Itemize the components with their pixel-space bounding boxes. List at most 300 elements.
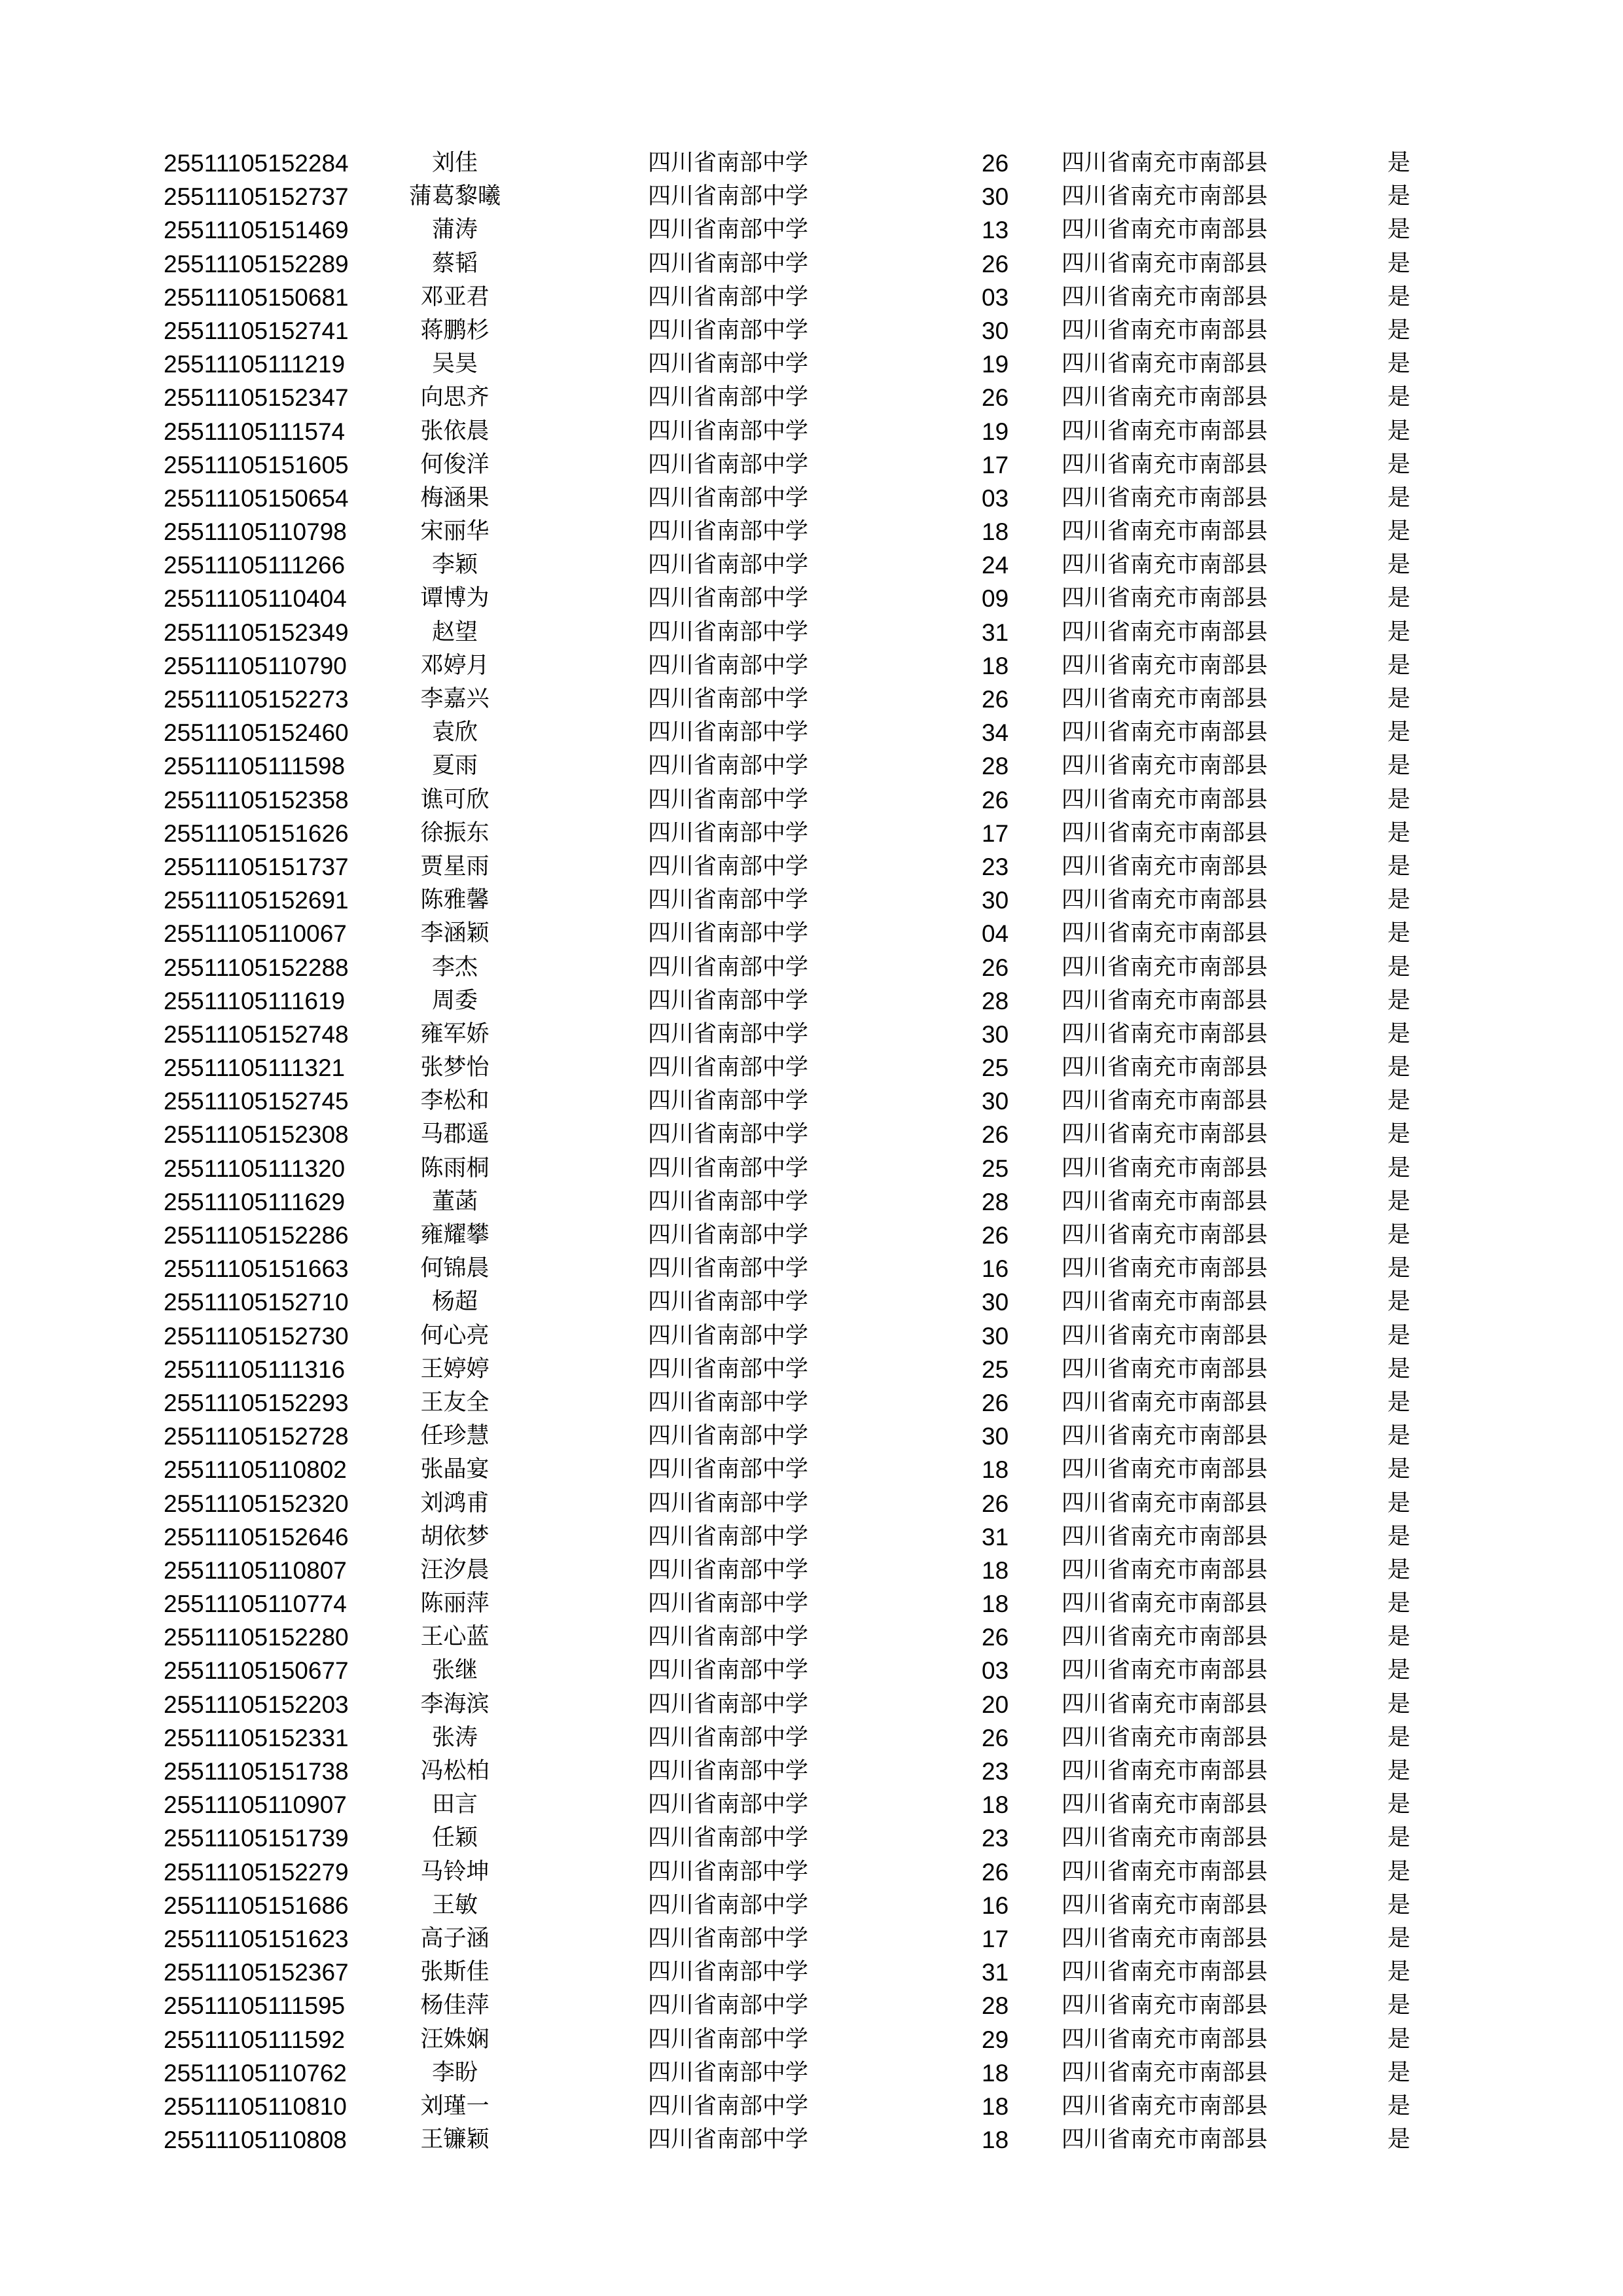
row-area: 四川省南充市南部县 [1061,1155,1268,1181]
row-flag: 是 [1387,619,1411,645]
row-name: 王敏 [431,1892,478,1918]
row-school: 四川省南部中学 [648,552,809,579]
table-row [0,515,1623,548]
row-flag: 是 [1387,250,1411,277]
row-name: 汪姝娴 [420,2026,490,2053]
row-school: 四川省南部中学 [648,1222,809,1248]
row-flag: 是 [1387,2092,1411,2119]
row-id: 25511105152358 [164,786,349,814]
row-code: 30 [982,1423,1009,1450]
row-area: 四川省南充市南部县 [1061,786,1268,813]
row-code: 18 [982,652,1009,679]
table-row [0,381,1623,414]
row-name: 何心亮 [420,1322,490,1349]
row-id: 25511105111219 [164,351,346,378]
row-name: 胡依梦 [420,1523,490,1550]
row-code: 26 [982,1624,1009,1651]
row-area: 四川省南充市南部县 [1061,1490,1268,1516]
row-name: 李海滨 [420,1691,490,1717]
row-school: 四川省南部中学 [648,1959,809,1986]
row-code: 17 [982,819,1009,847]
row-area: 四川省南充市南部县 [1061,1590,1268,1617]
row-code: 26 [982,1490,1009,1517]
row-id: 25511105110907 [164,1791,347,1819]
row-school: 四川省南部中学 [648,1322,809,1349]
row-id: 25511105152349 [164,619,349,646]
table-row [0,1252,1623,1285]
row-id: 25511105152288 [164,954,349,981]
row-flag: 是 [1387,1456,1411,1483]
row-id: 25511105150677 [164,1657,349,1685]
row-school: 四川省南部中学 [648,1355,809,1382]
row-id: 25511105152203 [164,1691,349,1718]
row-area: 四川省南充市南部县 [1061,1389,1268,1416]
table-row [0,951,1623,984]
row-code: 23 [982,1825,1009,1852]
row-code: 18 [982,1590,1009,1618]
row-name: 王镰颖 [420,2126,490,2153]
row-code: 19 [982,351,1009,378]
row-id: 25511105151623 [164,1925,349,1952]
row-area: 四川省南充市南部县 [1061,853,1268,880]
row-school: 四川省南部中学 [648,1423,809,1450]
row-name: 张继 [431,1657,478,1684]
row-school: 四川省南部中学 [648,853,809,880]
row-name: 杨超 [431,1289,478,1316]
row-area: 四川省南充市南部县 [1061,1088,1268,1115]
row-id: 25511105151686 [164,1892,349,1919]
table-row [0,716,1623,749]
row-area: 四川省南充市南部县 [1061,351,1268,378]
row-code: 03 [982,283,1009,311]
row-name: 张依晨 [420,418,490,444]
row-flag: 是 [1387,887,1411,914]
row-code: 26 [982,1222,1009,1249]
row-area: 四川省南充市南部县 [1061,1355,1268,1382]
row-name: 刘瑾一 [420,2092,490,2119]
row-flag: 是 [1387,1556,1411,1583]
row-id: 25511105151605 [164,451,349,478]
row-flag: 是 [1387,753,1411,780]
row-id: 25511105111320 [164,1155,346,1182]
row-name: 赵望 [431,619,478,645]
row-id: 25511105110774 [164,1590,347,1618]
row-id: 25511105151663 [164,1255,349,1283]
row-school: 四川省南部中学 [648,1791,809,1818]
table-row [0,1654,1623,1687]
table-row [0,482,1623,515]
row-code: 25 [982,1155,1009,1182]
row-area: 四川省南充市南部县 [1061,150,1268,176]
row-flag: 是 [1387,484,1411,511]
row-code: 03 [982,1657,1009,1685]
row-school: 四川省南部中学 [648,1657,809,1684]
row-id: 25511105152460 [164,719,349,747]
row-flag: 是 [1387,1155,1411,1181]
row-flag: 是 [1387,1423,1411,1450]
table-row [0,1554,1623,1587]
row-code: 18 [982,2126,1009,2154]
row-flag: 是 [1387,1355,1411,1382]
row-name: 何俊洋 [420,451,490,478]
row-area: 四川省南充市南部县 [1061,920,1268,947]
row-id: 25511105150654 [164,484,349,512]
row-area: 四川省南充市南部县 [1061,1791,1268,1818]
row-flag: 是 [1387,1724,1411,1751]
row-area: 四川省南充市南部县 [1061,1892,1268,1918]
row-code: 16 [982,1255,1009,1283]
row-code: 28 [982,753,1009,780]
row-name: 马铃坤 [420,1858,490,1885]
row-code: 17 [982,451,1009,478]
row-code: 26 [982,1724,1009,1751]
table-row [0,1587,1623,1621]
row-name: 陈丽萍 [420,1590,490,1617]
row-name: 蔡韬 [431,250,478,277]
row-flag: 是 [1387,819,1411,846]
row-flag: 是 [1387,1657,1411,1684]
row-flag: 是 [1387,1691,1411,1717]
row-area: 四川省南充市南部县 [1061,1959,1268,1986]
row-name: 张梦怡 [420,1054,490,1081]
row-id: 25511105152320 [164,1490,349,1517]
row-flag: 是 [1387,1925,1411,1952]
row-school: 四川省南部中学 [648,585,809,612]
row-id: 25511105152730 [164,1322,349,1350]
table-row [0,1856,1623,1889]
row-flag: 是 [1387,1255,1411,1282]
row-flag: 是 [1387,1959,1411,1986]
row-name: 谯可欣 [420,786,490,813]
row-flag: 是 [1387,1624,1411,1651]
row-area: 四川省南充市南部县 [1061,1456,1268,1483]
row-area: 四川省南充市南部县 [1061,619,1268,645]
row-school: 四川省南部中学 [648,1624,809,1651]
row-area: 四川省南充市南部县 [1061,2126,1268,2153]
row-flag: 是 [1387,1289,1411,1316]
row-code: 25 [982,1054,1009,1082]
table-row [0,180,1623,213]
row-id: 25511105151737 [164,853,349,880]
row-area: 四川省南充市南部县 [1061,484,1268,511]
table-row [0,616,1623,649]
row-id: 25511105110808 [164,2126,347,2154]
row-area: 四川省南充市南部县 [1061,1289,1268,1316]
row-school: 四川省南部中学 [648,418,809,444]
row-id: 25511105110810 [164,2092,347,2120]
row-name: 李嘉兴 [420,686,490,712]
row-flag: 是 [1387,518,1411,545]
row-id: 25511105151626 [164,819,349,847]
table-row [0,683,1623,716]
table-row [0,1353,1623,1386]
row-code: 31 [982,619,1009,646]
row-code: 31 [982,1523,1009,1551]
row-id: 25511105110807 [164,1556,347,1584]
row-area: 四川省南充市南部县 [1061,1858,1268,1885]
row-code: 31 [982,1959,1009,1986]
table-row [0,314,1623,348]
row-school: 四川省南部中学 [648,150,809,176]
row-school: 四川省南部中学 [648,1758,809,1784]
table-row [0,984,1623,1018]
row-flag: 是 [1387,552,1411,579]
row-name: 陈雨桐 [420,1155,490,1181]
row-id: 25511105110802 [164,1456,347,1484]
row-id: 25511105152691 [164,887,349,914]
table-row [0,2090,1623,2123]
row-school: 四川省南部中学 [648,1389,809,1416]
row-code: 18 [982,2059,1009,2087]
row-school: 四川省南部中学 [648,484,809,511]
row-name: 夏雨 [431,753,478,780]
row-id: 25511105111321 [164,1054,346,1082]
row-school: 四川省南部中学 [648,819,809,846]
row-flag: 是 [1387,719,1411,746]
row-school: 四川省南部中学 [648,1992,809,2019]
row-flag: 是 [1387,1088,1411,1115]
row-code: 18 [982,1456,1009,1484]
row-code: 26 [982,1858,1009,1886]
row-school: 四川省南部中学 [648,2026,809,2053]
row-area: 四川省南充市南部县 [1061,1758,1268,1784]
row-school: 四川省南部中学 [648,1892,809,1918]
row-name: 董菡 [431,1188,478,1215]
row-flag: 是 [1387,686,1411,712]
row-name: 王婷婷 [420,1355,490,1382]
row-school: 四川省南部中学 [648,954,809,980]
row-school: 四川省南部中学 [648,1523,809,1550]
row-school: 四川省南部中学 [648,384,809,411]
row-flag: 是 [1387,384,1411,411]
row-area: 四川省南充市南部县 [1061,1054,1268,1081]
row-name: 向思齐 [420,384,490,411]
row-code: 26 [982,250,1009,278]
row-code: 23 [982,853,1009,880]
table-row [0,1721,1623,1755]
row-name: 张涛 [431,1724,478,1751]
row-code: 28 [982,987,1009,1014]
row-id: 25511105110404 [164,585,347,613]
row-name: 贾星雨 [420,853,490,880]
row-id: 25511105152728 [164,1423,349,1450]
row-school: 四川省南部中学 [648,920,809,947]
row-flag: 是 [1387,1791,1411,1818]
row-id: 25511105151469 [164,217,349,244]
row-area: 四川省南充市南部县 [1061,1825,1268,1852]
row-area: 四川省南充市南部县 [1061,686,1268,712]
row-area: 四川省南充市南部县 [1061,585,1268,612]
row-code: 30 [982,887,1009,914]
row-id: 25511105111598 [164,753,346,780]
row-name: 杨佳萍 [420,1992,490,2019]
row-id: 25511105151738 [164,1758,349,1785]
row-school: 四川省南部中学 [648,1456,809,1483]
table-row [0,2023,1623,2056]
row-flag: 是 [1387,1020,1411,1047]
row-id: 25511105152741 [164,317,349,344]
row-school: 四川省南部中学 [648,786,809,813]
table-row [0,649,1623,683]
row-name: 雍军娇 [420,1020,490,1047]
row-name: 谭博为 [420,585,490,612]
table-row [0,348,1623,381]
table-row [0,1520,1623,1554]
row-school: 四川省南部中学 [648,1490,809,1516]
row-name: 何锦晨 [420,1255,490,1282]
row-area: 四川省南充市南部县 [1061,954,1268,980]
row-id: 25511105152737 [164,183,349,211]
row-school: 四川省南部中学 [648,283,809,310]
row-name: 张斯佳 [420,1959,490,1986]
row-code: 03 [982,484,1009,512]
row-id: 25511105111592 [164,2026,346,2053]
row-name: 汪汐晨 [420,1556,490,1583]
row-name: 刘佳 [431,150,478,176]
row-code: 18 [982,518,1009,546]
row-area: 四川省南充市南部县 [1061,2026,1268,2053]
row-flag: 是 [1387,1992,1411,2019]
table-row [0,1219,1623,1252]
row-id: 25511105111595 [164,1992,346,2020]
row-area: 四川省南充市南部县 [1061,2092,1268,2119]
row-code: 16 [982,1892,1009,1919]
row-school: 四川省南部中学 [648,183,809,210]
table-row [0,548,1623,582]
table-row [0,1085,1623,1118]
row-area: 四川省南充市南部县 [1061,1423,1268,1450]
row-school: 四川省南部中学 [648,1925,809,1952]
row-code: 28 [982,1188,1009,1215]
row-id: 25511105152347 [164,384,349,412]
row-flag: 是 [1387,2026,1411,2053]
row-school: 四川省南部中学 [648,2059,809,2086]
row-school: 四川省南部中学 [648,1121,809,1148]
row-area: 四川省南充市南部县 [1061,819,1268,846]
row-area: 四川省南充市南部县 [1061,1925,1268,1952]
row-id: 25511105111316 [164,1355,346,1383]
table-row [0,247,1623,281]
table-row [0,1487,1623,1520]
row-code: 26 [982,686,1009,713]
row-school: 四川省南部中学 [648,987,809,1014]
row-flag: 是 [1387,2059,1411,2086]
table-row [0,1621,1623,1654]
table-row [0,1386,1623,1420]
row-school: 四川省南部中学 [648,753,809,780]
row-flag: 是 [1387,920,1411,947]
row-id: 25511105110067 [164,920,347,948]
row-name: 王友全 [420,1389,490,1416]
table-row [0,1118,1623,1151]
row-area: 四川省南充市南部县 [1061,1121,1268,1148]
row-area: 四川省南充市南部县 [1061,652,1268,679]
row-code: 30 [982,1020,1009,1048]
row-name: 李杰 [431,954,478,980]
table-row [0,1420,1623,1453]
table-row [0,1688,1623,1721]
row-flag: 是 [1387,853,1411,880]
row-name: 李颖 [431,552,478,579]
table-row [0,749,1623,783]
row-area: 四川省南充市南部县 [1061,317,1268,344]
row-id: 25511105152710 [164,1289,349,1316]
row-area: 四川省南充市南部县 [1061,384,1268,411]
row-id: 25511105152289 [164,250,349,278]
row-area: 四川省南充市南部县 [1061,518,1268,545]
row-school: 四川省南部中学 [648,1020,809,1047]
row-name: 任珍慧 [420,1423,490,1450]
row-name: 冯松柏 [420,1758,490,1784]
row-name: 任颖 [431,1825,478,1852]
row-flag: 是 [1387,1523,1411,1550]
row-school: 四川省南部中学 [648,1590,809,1617]
row-area: 四川省南充市南部县 [1061,1255,1268,1282]
row-name: 周委 [431,987,478,1014]
row-code: 26 [982,954,1009,981]
row-code: 34 [982,719,1009,747]
row-name: 张晶宴 [420,1456,490,1483]
row-name: 李松和 [420,1088,490,1115]
row-id: 25511105111619 [164,987,346,1014]
row-flag: 是 [1387,351,1411,378]
row-school: 四川省南部中学 [648,317,809,344]
row-id: 25511105152308 [164,1121,349,1149]
row-school: 四川省南部中学 [648,1088,809,1115]
row-name: 邓亚君 [420,283,490,310]
row-school: 四川省南部中学 [648,250,809,277]
row-code: 18 [982,2092,1009,2120]
row-school: 四川省南部中学 [648,1188,809,1215]
row-name: 田言 [431,1791,478,1818]
table-row [0,1821,1623,1855]
table-row [0,448,1623,482]
row-flag: 是 [1387,652,1411,679]
row-id: 25511105110762 [164,2059,347,2087]
table-row [0,783,1623,817]
row-school: 四川省南部中学 [648,217,809,243]
row-id: 25511105110798 [164,518,347,546]
row-name: 李盼 [431,2059,478,2086]
row-school: 四川省南部中学 [648,2126,809,2153]
row-name: 吴昊 [431,351,478,378]
row-id: 25511105152748 [164,1020,349,1048]
row-code: 13 [982,217,1009,244]
row-code: 30 [982,1088,1009,1115]
row-area: 四川省南充市南部县 [1061,887,1268,914]
table-row [0,1185,1623,1219]
row-code: 26 [982,1121,1009,1149]
row-name: 刘鸿甫 [420,1490,490,1516]
table-row [0,415,1623,448]
row-flag: 是 [1387,786,1411,813]
row-name: 袁欣 [431,719,478,746]
row-area: 四川省南充市南部县 [1061,2059,1268,2086]
row-name: 李涵颖 [420,920,490,947]
row-code: 26 [982,384,1009,412]
table-row [0,1285,1623,1319]
table-row [0,1051,1623,1085]
row-area: 四川省南充市南部县 [1061,753,1268,780]
row-school: 四川省南部中学 [648,1155,809,1181]
row-id: 25511105150681 [164,283,349,311]
row-flag: 是 [1387,954,1411,980]
table-row [0,1319,1623,1353]
row-code: 29 [982,2026,1009,2053]
table-row [0,1889,1623,1922]
row-name: 蒲涛 [431,217,478,243]
row-id: 25511105152367 [164,1959,349,1986]
